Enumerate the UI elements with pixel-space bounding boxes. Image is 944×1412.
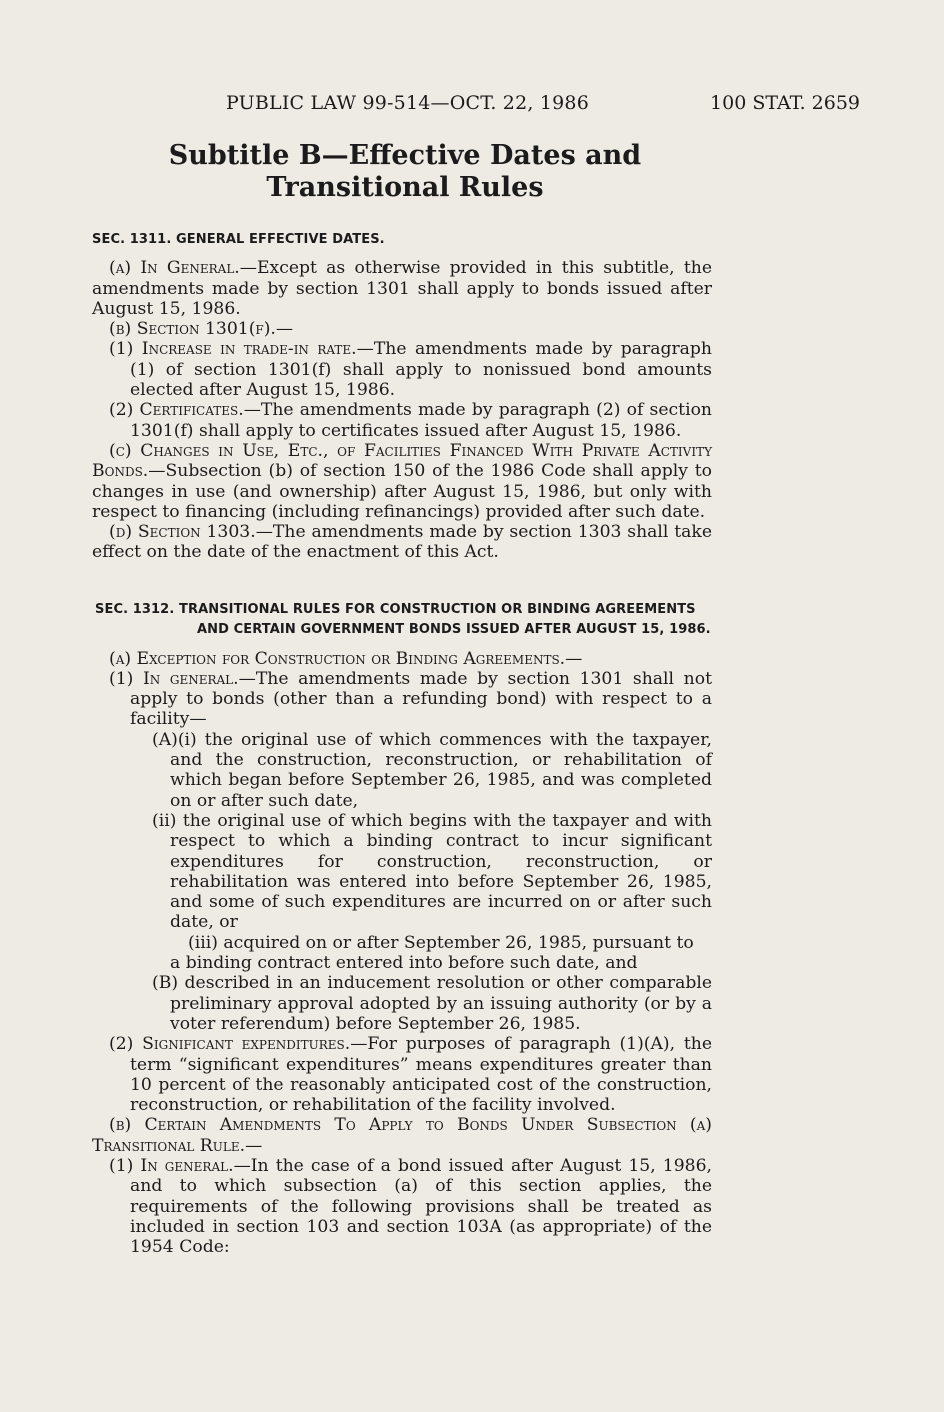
sec-1312-block: [92, 600, 712, 1258]
text-1312-b1: —In the case of a bond issued after August 15, 1986, and to which subsection (a) of this section applies, the requirements of the following provisions shall be treated as included in section 103 and section 103A (as appropriate) of the 1954 Code:: [130, 1156, 712, 1258]
paragraph-1311-b: [92, 319, 712, 339]
paragraph-1312-a1: [92, 669, 712, 730]
text-1311-b: —: [275, 319, 294, 340]
label-1311-b2: (2) Certificates.: [109, 400, 244, 421]
label-1312-b1: (1) In general.: [109, 1156, 234, 1177]
label-1311-c: (c) Changes in Use, Etc., of Facilities Financed With Private Activity Bonds.: [92, 440, 712, 482]
paragraph-1311-c: [92, 441, 712, 522]
clause-1312-a1-B: (B) described in an inducement resolution or other comparable preliminary approval adopted by an issuing authority (or by a voter referendum) before September 26, 1985.: [152, 973, 712, 1034]
label-1312-a1: (1) In general.: [109, 668, 239, 689]
text-1311-b1: —The amendments made by paragraph (1) of section 1301(f) shall apply to nonissued bond amounts elected after August 15, 1986.: [130, 339, 712, 401]
label-1312-a2: (2) Significant expenditures.: [109, 1034, 351, 1055]
paragraph-1311-b2: [92, 400, 712, 441]
text-1311-b2: —The amendments made by paragraph (2) of section 1301(f) shall apply to certificates issued after August 15, 1986.: [130, 400, 712, 441]
paragraph-1311-b1: [92, 339, 712, 400]
text-1312-a1: —The amendments made by section 1301 shall not apply to bonds (other than a refunding bond) with respect to a facility—: [130, 668, 712, 730]
label-1311-d: (d) Section 1303.: [109, 522, 256, 543]
text-1312-a2: —For purposes of paragraph (1)(A), the term “significant expenditures” means expenditures greater than 10 percent of the reasonably anticipated cost of the construction, reconstruction, or rehabilitation of the facility involved.: [130, 1034, 712, 1116]
section-heading-1312: SEC. 1312. TRANSITIONAL RULES FOR CONSTRUCTION OR BINDING AGREEMENTS AND CERTAIN GOVERNMENT BONDS ISSUED AFTER AUGUST 15, 1986.: [95, 602, 711, 638]
running-header-page: 100 STAT. 2659: [710, 92, 860, 114]
text-1311-c: —Subsection (b) of section 150 of the 1986 Code shall apply to changes in use (and ownership) after August 15, 1986, but only with respect to financing (including refinancings) provided after such date.: [92, 461, 712, 522]
sec-1311-block: [92, 230, 712, 563]
clause-1312-a1-iii-first-line: (iii) acquired on or after September 26, 1985, pursuant to: [188, 932, 694, 953]
clause-1312-a1-iii-continued: a binding contract entered into before such date, and: [170, 953, 638, 974]
section-heading-1311: SEC. 1311. GENERAL EFFECTIVE DATES.: [92, 232, 385, 247]
paragraph-1311-d: [92, 522, 712, 563]
text-1311-d: —The amendments made by section 1303 shall take effect on the date of the enactment of this Act.: [92, 522, 712, 563]
subtitle-heading: Subtitle B—Effective Dates and Transitional Rules: [168, 140, 642, 203]
clause-1312-a1-ii: (ii) the original use of which begins with the taxpayer and with respect to which a binding contract to incur significant expenditures for construction, reconstruction, or rehabilitation was entered into before September 26, 1985, and some of such expenditures are incurred on or after such date, or: [152, 810, 712, 933]
text-1312-a: —: [565, 648, 583, 669]
label-1312-b: (b) Certain Amendments To Apply to Bonds Under Subsection (a) Transitional Rule.: [92, 1115, 712, 1156]
paragraph-1312-a2: [92, 1034, 712, 1115]
paragraph-1311-a: [92, 258, 712, 319]
label-1311-b1: (1) Increase in trade-in rate.: [109, 339, 357, 360]
label-1311-a: (a) In General.: [109, 258, 240, 279]
text-1312-b: —: [245, 1135, 263, 1156]
text-1311-a: —Except as otherwise provided in this subtitle, the amendments made by section 1301 shall apply to bonds issued after August 15, 1986.: [92, 258, 712, 319]
clause-1312-a1-Ai: (A)(i) the original use of which commences with the taxpayer, and the construction, reconstruction, or rehabilitation of which began before September 26, 1985, and was completed on or after such date,: [152, 729, 712, 811]
paragraph-1312-b: [92, 1115, 712, 1156]
paragraph-1312-a: [92, 649, 712, 669]
label-1311-b: (b) Section 1301(f).: [109, 319, 276, 340]
label-1312-a: (a) Exception for Construction or Binding Agreements.: [109, 648, 566, 669]
paragraph-1312-b1: [92, 1156, 712, 1257]
running-header-law: PUBLIC LAW 99-514—OCT. 22, 1986: [226, 92, 590, 114]
